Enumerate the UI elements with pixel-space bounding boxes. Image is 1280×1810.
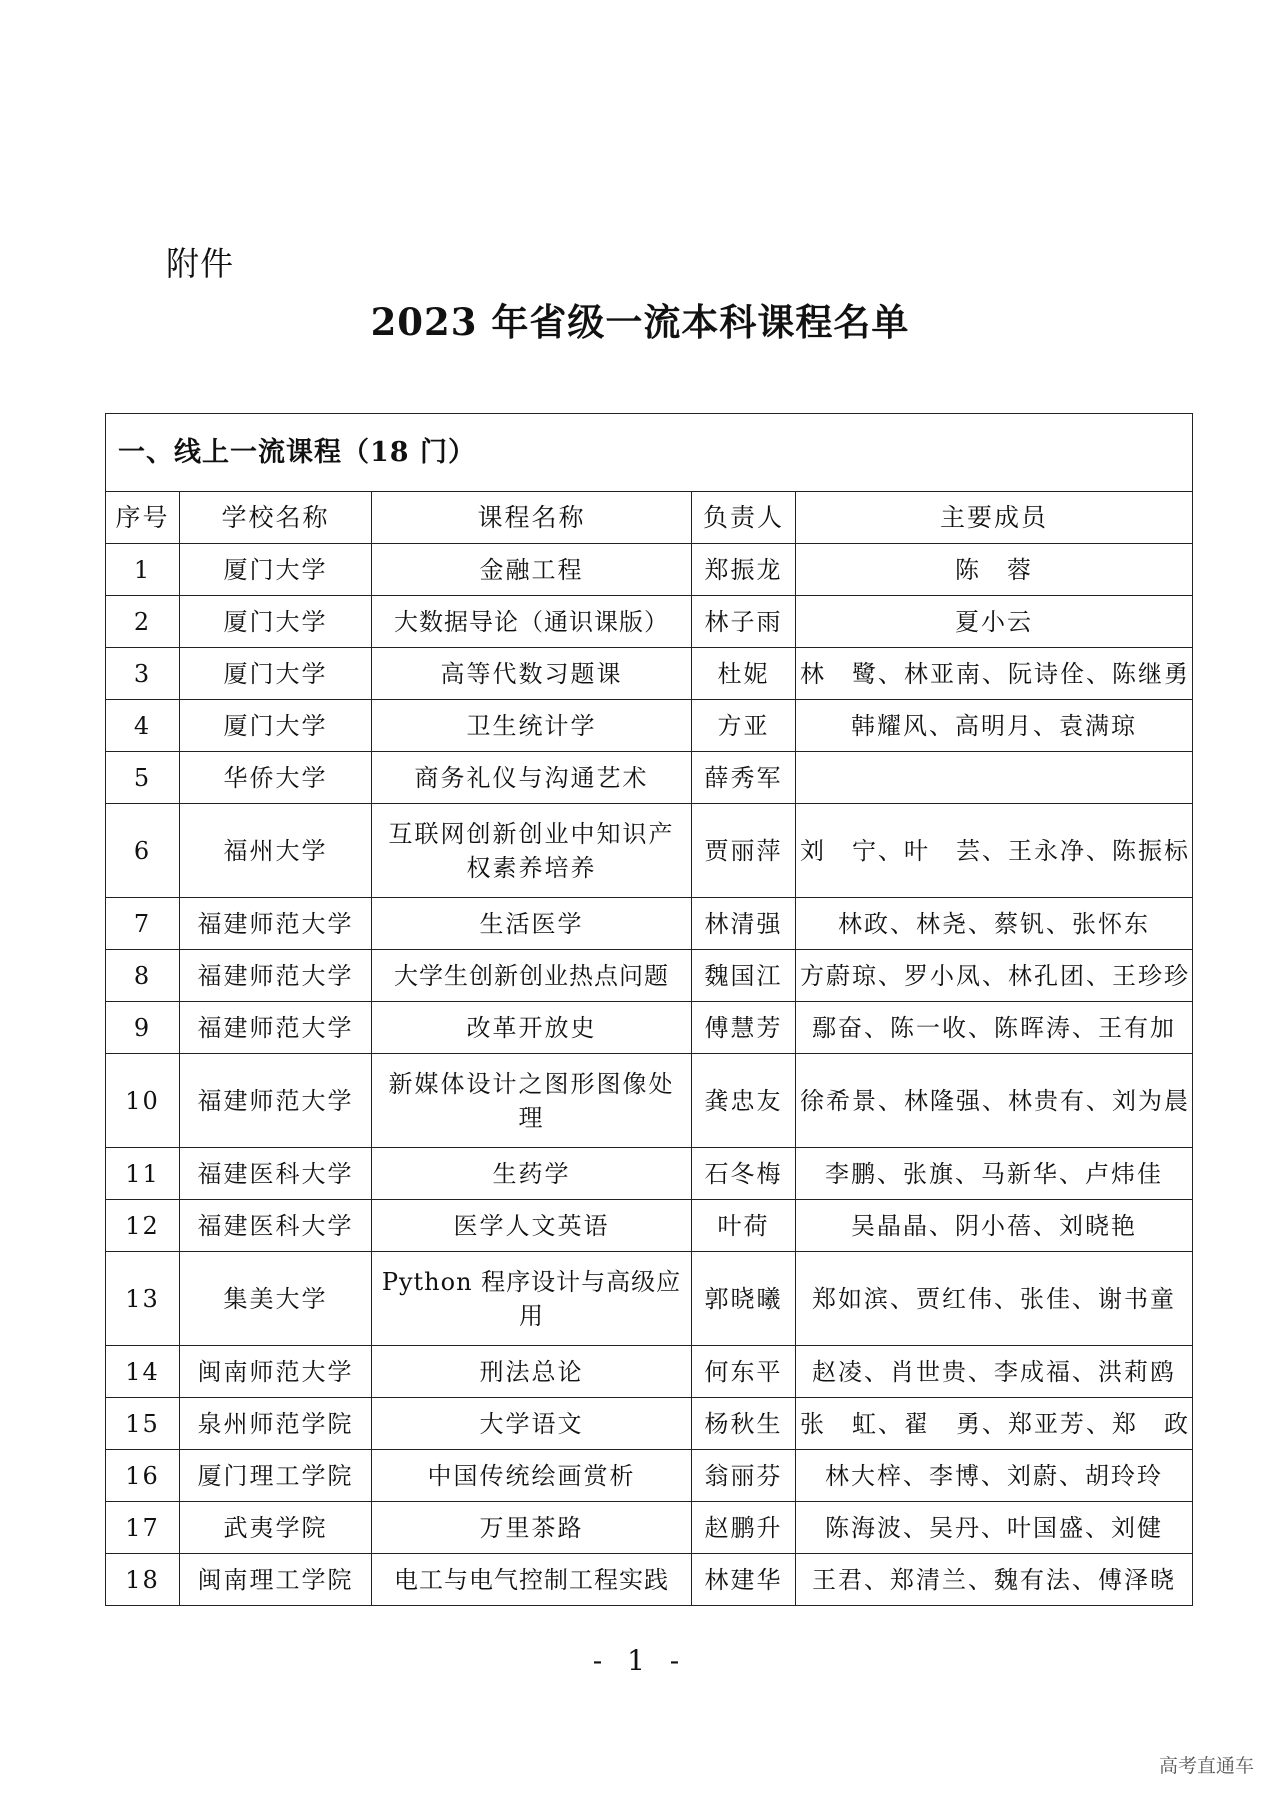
document-title: 2023 年省级一流本科课程名单 [370, 300, 910, 344]
table-row [106, 1002, 1193, 1054]
table-row [106, 596, 1193, 648]
cell-lead: 林清强 [692, 898, 796, 950]
cell-no: 7 [106, 898, 180, 950]
cell-lead: 叶荷 [692, 1200, 796, 1252]
cell-members: 陈 蓉 [796, 544, 1193, 596]
cell-lead: 林子雨 [692, 596, 796, 648]
table-row [106, 544, 1193, 596]
course-table [105, 413, 1193, 1606]
cell-course: 刑法总论 [372, 1346, 692, 1398]
cell-school: 厦门大学 [180, 648, 372, 700]
table-row [106, 1554, 1193, 1606]
section-header-row [106, 414, 1193, 492]
table-header-row [106, 492, 1193, 544]
cell-course: 大学语文 [372, 1398, 692, 1450]
cell-members: 郑如滨、贾红伟、张佳、谢书童 [796, 1252, 1193, 1346]
cell-no: 15 [106, 1398, 180, 1450]
cell-course: 生活医学 [372, 898, 692, 950]
cell-school: 福州大学 [180, 804, 372, 898]
cell-school: 福建医科大学 [180, 1148, 372, 1200]
cell-course: 金融工程 [372, 544, 692, 596]
cell-school: 泉州师范学院 [180, 1398, 372, 1450]
cell-lead: 龚忠友 [692, 1054, 796, 1148]
cell-school: 厦门大学 [180, 596, 372, 648]
cell-no: 12 [106, 1200, 180, 1252]
table-row [106, 1148, 1193, 1200]
cell-course: 生药学 [372, 1148, 692, 1200]
cell-course: 商务礼仪与沟通艺术 [372, 752, 692, 804]
cell-school: 集美大学 [180, 1252, 372, 1346]
cell-lead: 杨秋生 [692, 1398, 796, 1450]
table-row [106, 1346, 1193, 1398]
table-row [106, 1502, 1193, 1554]
cell-members: 赵凌、肖世贵、李成福、洪莉鸥 [796, 1346, 1193, 1398]
table-row [106, 1398, 1193, 1450]
cell-lead: 魏国江 [692, 950, 796, 1002]
table-row [106, 950, 1193, 1002]
cell-school: 闽南理工学院 [180, 1554, 372, 1606]
watermark-text: 高考直通车 [1158, 1755, 1254, 1777]
cell-no: 16 [106, 1450, 180, 1502]
cell-school: 闽南师范大学 [180, 1346, 372, 1398]
cell-members: 张 虹、翟 勇、郑亚芳、郑 政 [796, 1398, 1193, 1450]
cell-school: 福建师范大学 [180, 950, 372, 1002]
cell-no: 5 [106, 752, 180, 804]
cell-no: 14 [106, 1346, 180, 1398]
cell-lead: 贾丽萍 [692, 804, 796, 898]
cell-members: 鄢奋、陈一收、陈晖涛、王有加 [796, 1002, 1193, 1054]
cell-members: 林政、林尧、蔡钒、张怀东 [796, 898, 1193, 950]
cell-members: 王君、郑清兰、魏有法、傅泽晓 [796, 1554, 1193, 1606]
cell-members: 韩耀风、高明月、袁满琼 [796, 700, 1193, 752]
cell-school: 福建师范大学 [180, 898, 372, 950]
cell-no: 9 [106, 1002, 180, 1054]
cell-members [796, 752, 1193, 804]
cell-course: 医学人文英语 [372, 1200, 692, 1252]
table-row [106, 1054, 1193, 1148]
cell-course: 大数据导论（通识课版） [372, 596, 692, 648]
cell-lead: 林建华 [692, 1554, 796, 1606]
table-row [106, 1200, 1193, 1252]
cell-school: 武夷学院 [180, 1502, 372, 1554]
cell-no: 4 [106, 700, 180, 752]
column-header-course: 课程名称 [372, 492, 692, 544]
cell-lead: 何东平 [692, 1346, 796, 1398]
cell-lead: 翁丽芬 [692, 1450, 796, 1502]
cell-school: 福建医科大学 [180, 1200, 372, 1252]
table-row [106, 752, 1193, 804]
page-number: - 1 - [592, 1644, 688, 1677]
cell-lead: 郭晓曦 [692, 1252, 796, 1346]
attachment-label: 附件 [166, 244, 234, 283]
column-header-school: 学校名称 [180, 492, 372, 544]
cell-no: 8 [106, 950, 180, 1002]
cell-no: 13 [106, 1252, 180, 1346]
cell-course: 改革开放史 [372, 1002, 692, 1054]
cell-course: Python 程序设计与高级应用 [372, 1252, 692, 1346]
cell-lead: 郑振龙 [692, 544, 796, 596]
cell-members: 夏小云 [796, 596, 1193, 648]
cell-members: 徐希景、林隆强、林贵有、刘为晨 [796, 1054, 1193, 1148]
cell-course: 电工与电气控制工程实践 [372, 1554, 692, 1606]
cell-members: 刘 宁、叶 芸、王永净、陈振标 [796, 804, 1193, 898]
table-row [106, 804, 1193, 898]
column-header-members: 主要成员 [796, 492, 1193, 544]
cell-members: 方蔚琼、罗小凤、林孔团、王珍珍 [796, 950, 1193, 1002]
cell-no: 10 [106, 1054, 180, 1148]
cell-no: 3 [106, 648, 180, 700]
cell-school: 厦门大学 [180, 700, 372, 752]
cell-members: 吴晶晶、阴小蓓、刘晓艳 [796, 1200, 1193, 1252]
cell-course: 新媒体设计之图形图像处理 [372, 1054, 692, 1148]
cell-no: 1 [106, 544, 180, 596]
cell-course: 大学生创新创业热点问题 [372, 950, 692, 1002]
cell-no: 2 [106, 596, 180, 648]
cell-school: 福建师范大学 [180, 1002, 372, 1054]
table-row [106, 1450, 1193, 1502]
cell-no: 11 [106, 1148, 180, 1200]
cell-course: 互联网创新创业中知识产权素养培养 [372, 804, 692, 898]
cell-lead: 石冬梅 [692, 1148, 796, 1200]
table-row [106, 898, 1193, 950]
column-header-no: 序号 [106, 492, 180, 544]
cell-no: 6 [106, 804, 180, 898]
cell-members: 林 鹭、林亚南、阮诗佺、陈继勇 [796, 648, 1193, 700]
cell-school: 福建师范大学 [180, 1054, 372, 1148]
cell-course: 中国传统绘画赏析 [372, 1450, 692, 1502]
cell-lead: 方亚 [692, 700, 796, 752]
cell-members: 林大梓、李博、刘蔚、胡玲玲 [796, 1450, 1193, 1502]
cell-lead: 赵鹏升 [692, 1502, 796, 1554]
cell-school: 厦门大学 [180, 544, 372, 596]
cell-course: 万里茶路 [372, 1502, 692, 1554]
cell-school: 华侨大学 [180, 752, 372, 804]
cell-lead: 杜妮 [692, 648, 796, 700]
table-row [106, 648, 1193, 700]
cell-no: 18 [106, 1554, 180, 1606]
cell-lead: 薛秀军 [692, 752, 796, 804]
section-title: 一、线上一流课程（18 门） [106, 414, 1193, 492]
cell-course: 卫生统计学 [372, 700, 692, 752]
cell-members: 李鹏、张旗、马新华、卢炜佳 [796, 1148, 1193, 1200]
table-row [106, 700, 1193, 752]
table-row [106, 1252, 1193, 1346]
column-header-lead: 负责人 [692, 492, 796, 544]
cell-members: 陈海波、吴丹、叶国盛、刘健 [796, 1502, 1193, 1554]
cell-course: 高等代数习题课 [372, 648, 692, 700]
cell-school: 厦门理工学院 [180, 1450, 372, 1502]
cell-lead: 傅慧芳 [692, 1002, 796, 1054]
cell-no: 17 [106, 1502, 180, 1554]
